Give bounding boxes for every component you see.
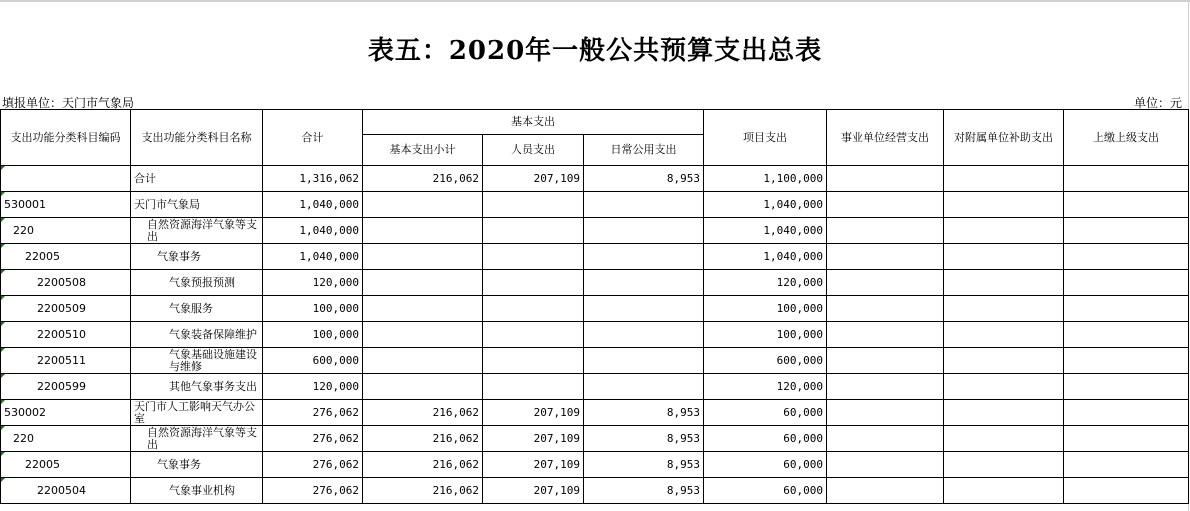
cell-basic-sub: 216,062	[363, 400, 483, 426]
cell-project: 120,000	[704, 374, 827, 400]
cell-daily: 8,953	[584, 452, 704, 478]
cell-project: 600,000	[704, 348, 827, 374]
cell-basic-sub	[363, 218, 483, 244]
cell-total: 1,040,000	[263, 244, 363, 270]
cell-total: 1,040,000	[263, 192, 363, 218]
cell-business	[827, 426, 944, 452]
table-body	[1, 166, 1189, 504]
cell-basic-sub	[363, 244, 483, 270]
cell-personnel: 207,109	[483, 166, 584, 192]
cell-business	[827, 244, 944, 270]
cell-business	[827, 374, 944, 400]
cell-daily	[584, 374, 704, 400]
cell-personnel	[483, 374, 584, 400]
cell-name: 气象事务	[131, 452, 263, 478]
cell-business	[827, 166, 944, 192]
cell-total: 276,062	[263, 426, 363, 452]
header-personnel: 人员支出	[483, 135, 584, 166]
cell-name: 气象基础设施建设与维修	[131, 348, 263, 374]
currency-unit: 单位：元	[1133, 96, 1182, 110]
table-row	[1, 426, 1189, 452]
table-row	[1, 400, 1189, 426]
cell-name: 气象服务	[131, 296, 263, 322]
cell-personnel	[483, 322, 584, 348]
cell-subsidy	[944, 478, 1064, 504]
cell-upper	[1064, 478, 1189, 504]
cell-daily: 8,953	[584, 400, 704, 426]
cell-project: 60,000	[704, 426, 827, 452]
cell-code: 2200511	[1, 348, 131, 374]
table-row	[1, 348, 1189, 374]
reporting-unit: 填报单位：天门市气象局	[2, 96, 135, 110]
cell-upper	[1064, 374, 1189, 400]
cell-code	[1, 166, 131, 192]
cell-business	[827, 192, 944, 218]
budget-table	[0, 109, 1189, 504]
cell-project: 100,000	[704, 322, 827, 348]
cell-basic-sub	[363, 322, 483, 348]
header-basic: 基本支出	[363, 110, 704, 135]
cell-project: 100,000	[704, 296, 827, 322]
cell-personnel: 207,109	[483, 400, 584, 426]
cell-business	[827, 452, 944, 478]
cell-upper	[1064, 296, 1189, 322]
cell-daily: 8,953	[584, 478, 704, 504]
cell-name: 天门市人工影响天气办公室	[131, 400, 263, 426]
cell-personnel	[483, 270, 584, 296]
header-upper: 上缴上级支出	[1064, 110, 1189, 166]
cell-personnel: 207,109	[483, 478, 584, 504]
cell-business	[827, 218, 944, 244]
cell-code: 220	[1, 426, 131, 452]
page-title: 表五：2020年一般公共预算支出总表	[367, 36, 823, 66]
cell-daily: 8,953	[584, 166, 704, 192]
cell-total: 120,000	[263, 374, 363, 400]
cell-code: 530001	[1, 192, 131, 218]
cell-basic-sub	[363, 192, 483, 218]
table-row	[1, 478, 1189, 504]
cell-project: 1,040,000	[704, 244, 827, 270]
cell-subsidy	[944, 452, 1064, 478]
table-row	[1, 452, 1189, 478]
cell-personnel	[483, 244, 584, 270]
cell-basic-sub	[363, 296, 483, 322]
cell-basic-sub: 216,062	[363, 166, 483, 192]
cell-name: 自然资源海洋气象等支出	[131, 218, 263, 244]
cell-personnel	[483, 296, 584, 322]
cell-name: 自然资源海洋气象等支出	[131, 426, 263, 452]
cell-total: 100,000	[263, 296, 363, 322]
table-row	[1, 218, 1189, 244]
cell-name: 天门市气象局	[131, 192, 263, 218]
header-project: 项目支出	[704, 110, 827, 166]
header-name: 支出功能分类科目名称	[131, 110, 263, 166]
top-border	[0, 0, 1190, 2]
cell-subsidy	[944, 400, 1064, 426]
cell-daily	[584, 348, 704, 374]
cell-upper	[1064, 270, 1189, 296]
header-daily: 日常公用支出	[584, 135, 704, 166]
cell-total: 276,062	[263, 478, 363, 504]
cell-subsidy	[944, 166, 1064, 192]
cell-daily	[584, 296, 704, 322]
cell-name: 其他气象事务支出	[131, 374, 263, 400]
cell-upper	[1064, 348, 1189, 374]
cell-project: 1,040,000	[704, 218, 827, 244]
cell-project: 60,000	[704, 452, 827, 478]
header-subsidy: 对附属单位补助支出	[944, 110, 1064, 166]
cell-project: 120,000	[704, 270, 827, 296]
cell-subsidy	[944, 322, 1064, 348]
cell-code: 2200599	[1, 374, 131, 400]
cell-basic-sub: 216,062	[363, 426, 483, 452]
cell-business	[827, 270, 944, 296]
cell-subsidy	[944, 192, 1064, 218]
table-row	[1, 192, 1189, 218]
table-row	[1, 244, 1189, 270]
cell-personnel	[483, 348, 584, 374]
cell-name: 气象事业机构	[131, 478, 263, 504]
cell-upper	[1064, 244, 1189, 270]
cell-upper	[1064, 452, 1189, 478]
cell-basic-sub: 216,062	[363, 452, 483, 478]
cell-code: 22005	[1, 452, 131, 478]
cell-upper	[1064, 400, 1189, 426]
cell-business	[827, 322, 944, 348]
cell-subsidy	[944, 270, 1064, 296]
table-row	[1, 166, 1189, 192]
cell-code: 2200508	[1, 270, 131, 296]
cell-total: 120,000	[263, 270, 363, 296]
cell-subsidy	[944, 374, 1064, 400]
cell-daily	[584, 218, 704, 244]
cell-code: 220	[1, 218, 131, 244]
header-business: 事业单位经营支出	[827, 110, 944, 166]
table-row	[1, 374, 1189, 400]
cell-daily	[584, 192, 704, 218]
cell-name: 气象预报预测	[131, 270, 263, 296]
cell-subsidy	[944, 348, 1064, 374]
cell-business	[827, 296, 944, 322]
cell-upper	[1064, 322, 1189, 348]
cell-daily	[584, 244, 704, 270]
cell-personnel: 207,109	[483, 426, 584, 452]
cell-basic-sub: 216,062	[363, 478, 483, 504]
cell-personnel	[483, 192, 584, 218]
header-total: 合计	[263, 110, 363, 166]
cell-code: 2200510	[1, 322, 131, 348]
cell-name: 合计	[131, 166, 263, 192]
cell-code: 2200509	[1, 296, 131, 322]
cell-total: 276,062	[263, 452, 363, 478]
cell-personnel: 207,109	[483, 452, 584, 478]
table-row	[1, 322, 1189, 348]
cell-code: 2200504	[1, 478, 131, 504]
cell-basic-sub	[363, 270, 483, 296]
cell-project: 60,000	[704, 400, 827, 426]
cell-project: 1,040,000	[704, 192, 827, 218]
cell-basic-sub	[363, 374, 483, 400]
table-row	[1, 270, 1189, 296]
cell-subsidy	[944, 244, 1064, 270]
cell-name: 气象事务	[131, 244, 263, 270]
cell-subsidy	[944, 426, 1064, 452]
cell-daily: 8,953	[584, 426, 704, 452]
cell-subsidy	[944, 296, 1064, 322]
cell-name: 气象装备保障维护	[131, 322, 263, 348]
cell-upper	[1064, 218, 1189, 244]
cell-subsidy	[944, 218, 1064, 244]
cell-total: 276,062	[263, 400, 363, 426]
cell-total: 1,040,000	[263, 218, 363, 244]
cell-business	[827, 478, 944, 504]
cell-code: 22005	[1, 244, 131, 270]
header-code: 支出功能分类科目编码	[1, 110, 131, 166]
cell-business	[827, 348, 944, 374]
cell-daily	[584, 322, 704, 348]
cell-total: 1,316,062	[263, 166, 363, 192]
cell-total: 600,000	[263, 348, 363, 374]
cell-project: 1,100,000	[704, 166, 827, 192]
cell-daily	[584, 270, 704, 296]
cell-total: 100,000	[263, 322, 363, 348]
cell-upper	[1064, 192, 1189, 218]
cell-basic-sub	[363, 348, 483, 374]
cell-upper	[1064, 426, 1189, 452]
table-row	[1, 296, 1189, 322]
cell-upper	[1064, 166, 1189, 192]
cell-code: 530002	[1, 400, 131, 426]
cell-project: 60,000	[704, 478, 827, 504]
cell-personnel	[483, 218, 584, 244]
cell-business	[827, 400, 944, 426]
header-basic-sub: 基本支出小计	[363, 135, 483, 166]
